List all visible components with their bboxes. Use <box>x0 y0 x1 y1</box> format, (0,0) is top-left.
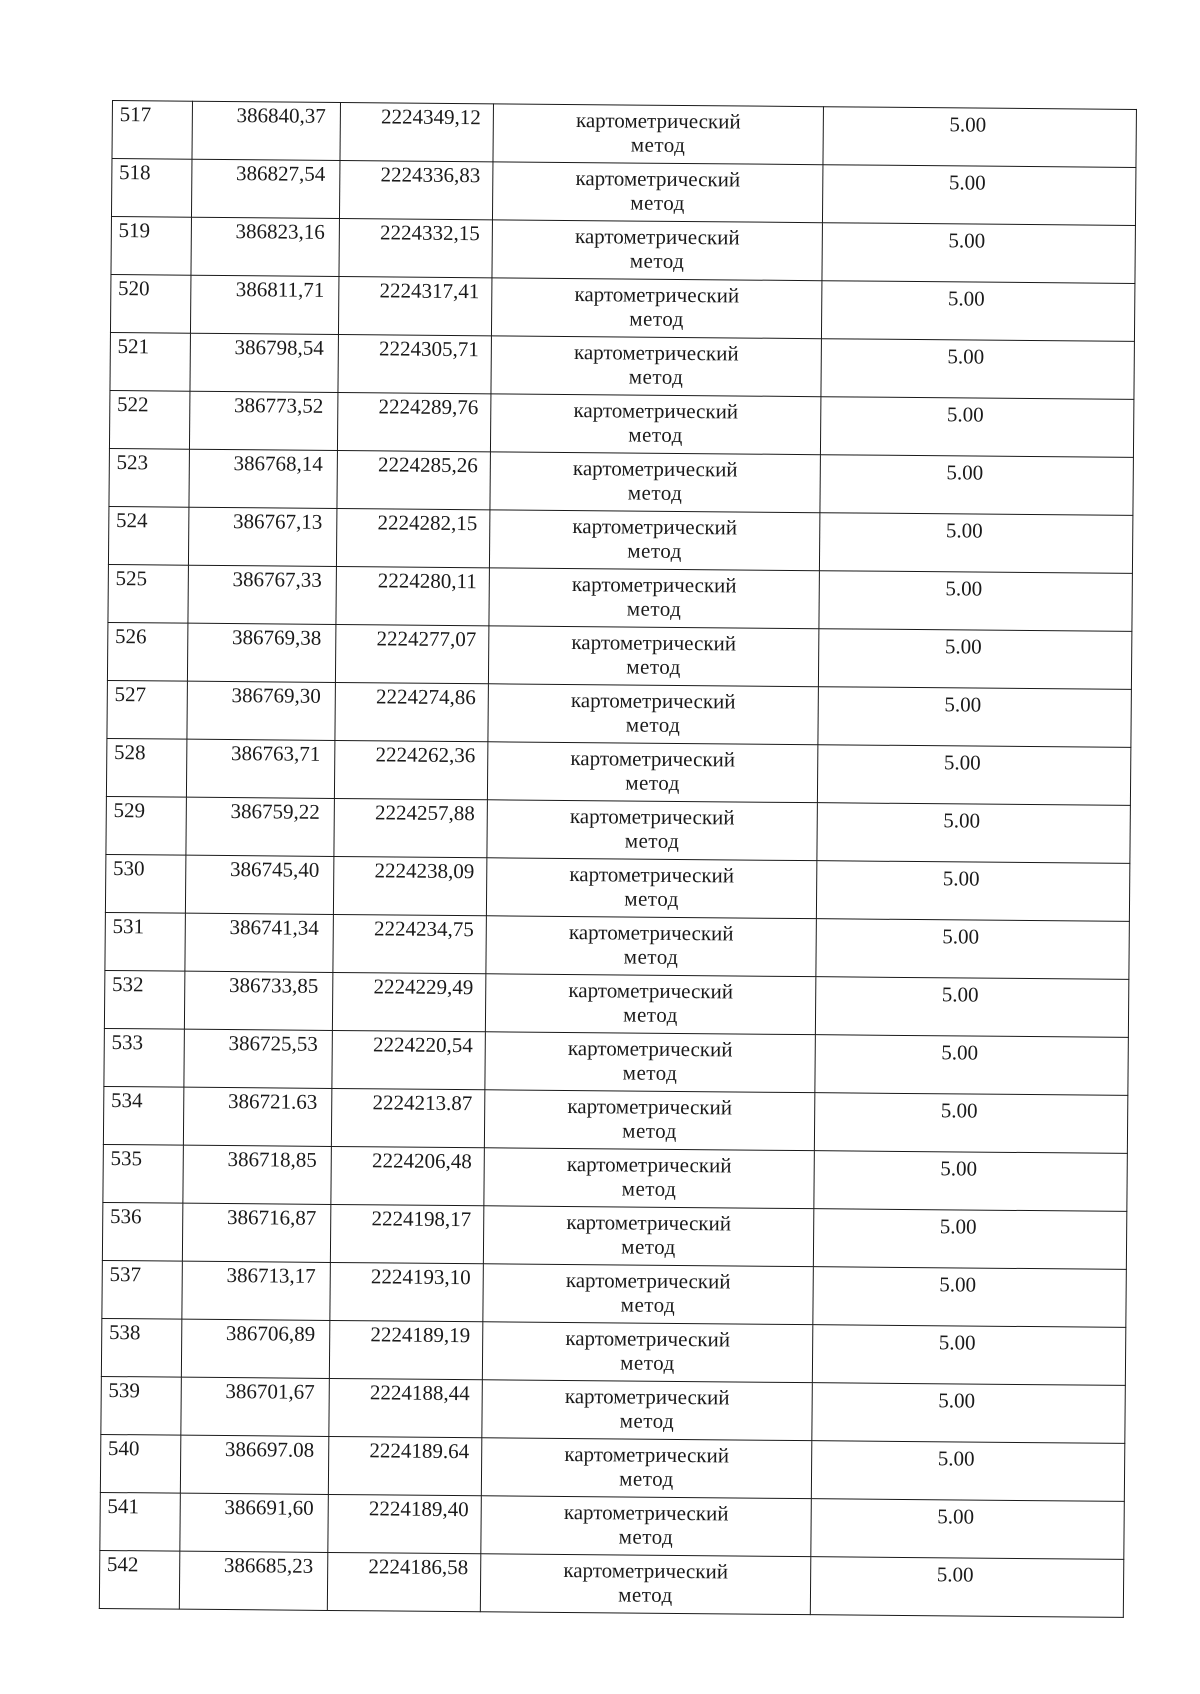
method-line-1: картометрический <box>569 862 735 888</box>
method-line-1: картометрический <box>571 630 737 656</box>
table-row <box>109 390 1133 457</box>
x-coordinate-cell: 386840,37 <box>192 101 341 160</box>
x-coordinate-cell: 386697.08 <box>180 1435 329 1494</box>
accuracy-cell: 5.00 <box>811 1441 1124 1502</box>
method-cell <box>487 800 817 861</box>
table-row <box>106 796 1130 863</box>
method-line-2: метод <box>627 538 682 563</box>
method-cell <box>485 1032 815 1093</box>
method-line-1: картометрический <box>567 1036 733 1062</box>
method-line-1: картометрический <box>575 108 741 134</box>
table-row <box>106 738 1130 805</box>
point-number-cell: 517 <box>112 101 193 160</box>
table-row <box>105 854 1129 921</box>
x-coordinate-cell: 386767,13 <box>188 507 337 566</box>
method-cell <box>481 1438 811 1499</box>
point-number-cell: 535 <box>103 1144 184 1203</box>
table-row <box>101 1318 1125 1385</box>
table-row <box>100 1434 1124 1501</box>
point-number-cell: 520 <box>110 274 191 333</box>
method-line-2: метод <box>624 886 679 911</box>
point-number-cell: 528 <box>106 738 187 797</box>
method-line-2: метод <box>625 712 681 737</box>
method-line-2: метод <box>628 422 683 447</box>
point-number-cell: 542 <box>99 1550 180 1609</box>
x-coordinate-cell: 386769,30 <box>187 681 336 740</box>
method-line-2: метод <box>618 1582 673 1607</box>
point-number-cell: 537 <box>102 1260 183 1319</box>
method-line-2: метод <box>623 944 679 969</box>
method-cell <box>489 510 819 571</box>
x-coordinate-cell: 386763,71 <box>186 739 335 798</box>
x-coordinate-cell: 386718,85 <box>183 1145 332 1204</box>
method-line-2: метод <box>622 1060 678 1085</box>
method-cell <box>489 568 819 629</box>
y-coordinate-cell: 2224336,83 <box>339 160 493 219</box>
method-cell <box>482 1380 812 1441</box>
method-cell <box>487 742 817 803</box>
accuracy-cell: 5.00 <box>814 1151 1127 1212</box>
x-coordinate-cell: 386701,67 <box>181 1377 330 1436</box>
method-cell <box>488 684 818 745</box>
y-coordinate-cell: 2224280,11 <box>336 566 490 625</box>
point-number-cell: 526 <box>107 622 188 681</box>
point-number-cell: 540 <box>100 1434 181 1493</box>
method-line-1: картометрический <box>566 1210 732 1236</box>
method-line-2: метод <box>620 1350 675 1375</box>
point-number-cell: 525 <box>108 564 189 623</box>
method-cell <box>480 1554 810 1615</box>
method-line-1: картометрический <box>572 456 738 482</box>
x-coordinate-cell: 386716,87 <box>182 1203 331 1262</box>
point-number-cell: 521 <box>110 332 191 391</box>
x-coordinate-cell: 386823,16 <box>191 217 340 276</box>
accuracy-cell: 5.00 <box>816 861 1129 922</box>
method-line-2: метод <box>629 306 685 331</box>
method-line-2: метод <box>619 1466 674 1491</box>
method-line-1: картометрический <box>568 920 734 946</box>
table-row <box>107 622 1131 689</box>
x-coordinate-cell: 386691,60 <box>180 1493 329 1552</box>
method-line-2: метод <box>622 1118 677 1143</box>
method-line-2: метод <box>627 480 683 505</box>
y-coordinate-cell: 2224189,40 <box>328 1494 482 1553</box>
point-number-cell: 536 <box>102 1202 183 1261</box>
method-line-1: картометрический <box>563 1557 729 1584</box>
x-coordinate-cell: 386741,34 <box>185 913 334 972</box>
table-row <box>102 1260 1126 1327</box>
point-number-cell: 538 <box>101 1318 182 1377</box>
accuracy-cell: 5.00 <box>816 919 1129 980</box>
y-coordinate-cell: 2224198,17 <box>330 1204 484 1263</box>
table-row <box>112 101 1136 168</box>
point-number-cell: 518 <box>111 159 192 218</box>
method-line-1: картометрический <box>572 514 738 540</box>
method-cell <box>483 1264 813 1325</box>
x-coordinate-cell: 386827,54 <box>191 159 340 218</box>
accuracy-cell: 5.00 <box>819 571 1132 632</box>
method-line-2: метод <box>619 1408 675 1433</box>
method-line-2: метод <box>630 190 686 216</box>
method-cell <box>481 1496 811 1557</box>
method-cell <box>486 858 816 919</box>
point-number-cell: 527 <box>107 680 188 739</box>
table-row <box>99 1550 1123 1617</box>
x-coordinate-cell: 386713,17 <box>182 1261 331 1320</box>
method-line-1: картометрический <box>571 572 737 598</box>
accuracy-cell: 5.00 <box>819 513 1132 574</box>
x-coordinate-cell: 386798,54 <box>190 333 339 392</box>
accuracy-cell: 5.00 <box>815 1035 1128 1096</box>
y-coordinate-cell: 2224193,10 <box>330 1262 484 1321</box>
coordinates-table <box>99 100 1137 1618</box>
method-line-1: картометрический <box>568 978 734 1004</box>
method-line-1: картометрический <box>564 1384 730 1410</box>
point-number-cell: 532 <box>104 970 185 1029</box>
y-coordinate-cell: 2224285,26 <box>337 450 491 509</box>
accuracy-cell: 5.00 <box>822 223 1135 284</box>
method-line-1: картометрический <box>570 688 736 714</box>
method-line-2: метод <box>623 1002 678 1027</box>
y-coordinate-cell: 2224282,15 <box>336 508 490 567</box>
table-row <box>111 216 1135 283</box>
accuracy-cell: 5.00 <box>821 339 1134 400</box>
method-cell <box>484 1090 814 1151</box>
accuracy-cell: 5.00 <box>817 745 1130 806</box>
y-coordinate-cell: 2224206,48 <box>331 1146 485 1205</box>
accuracy-cell: 5.00 <box>823 107 1136 168</box>
table-row <box>101 1376 1125 1443</box>
method-cell <box>490 394 820 455</box>
method-line-1: картометрический <box>573 398 739 424</box>
method-line-2: метод <box>628 364 684 389</box>
y-coordinate-cell: 2224317,41 <box>338 276 492 335</box>
y-coordinate-cell: 2224289,76 <box>337 392 491 451</box>
method-cell <box>490 452 820 513</box>
x-coordinate-cell: 386773,52 <box>189 391 338 450</box>
point-number-cell: 524 <box>108 506 189 565</box>
y-coordinate-cell: 2224234,75 <box>333 914 487 973</box>
method-line-2: метод <box>621 1176 677 1201</box>
x-coordinate-cell: 386721.63 <box>183 1087 332 1146</box>
method-cell <box>486 916 816 977</box>
table-row <box>105 912 1129 979</box>
table-row <box>108 506 1132 573</box>
y-coordinate-cell: 2224220,54 <box>332 1030 486 1089</box>
accuracy-cell: 5.00 <box>817 803 1130 864</box>
table-row <box>107 680 1131 747</box>
y-coordinate-cell: 2224305,71 <box>338 334 492 393</box>
point-number-cell: 530 <box>105 854 186 913</box>
method-line-1: картометрический <box>575 166 741 192</box>
table-row <box>111 159 1135 226</box>
x-coordinate-cell: 386768,14 <box>189 449 338 508</box>
method-line-2: метод <box>630 132 686 158</box>
method-line-2: метод <box>618 1524 674 1549</box>
method-cell <box>483 1206 813 1267</box>
method-line-1: картометрический <box>565 1268 731 1294</box>
method-cell <box>493 104 823 165</box>
point-number-cell: 531 <box>105 912 186 971</box>
method-line-1: картометрический <box>563 1499 729 1526</box>
accuracy-cell: 5.00 <box>821 281 1134 342</box>
method-line-1: картометрический <box>570 746 736 772</box>
accuracy-cell: 5.00 <box>818 629 1131 690</box>
point-number-cell: 522 <box>109 390 190 449</box>
accuracy-cell: 5.00 <box>820 397 1133 458</box>
method-cell <box>491 336 821 397</box>
point-number-cell: 541 <box>100 1492 181 1551</box>
coordinates-table-body <box>99 101 1136 1618</box>
method-cell <box>485 974 815 1035</box>
accuracy-cell: 5.00 <box>820 455 1133 516</box>
table-row <box>103 1144 1127 1211</box>
method-line-1: картометрический <box>573 340 739 366</box>
method-line-1: картометрический <box>565 1326 731 1352</box>
x-coordinate-cell: 386725,53 <box>184 1029 333 1088</box>
x-coordinate-cell: 386745,40 <box>185 855 334 914</box>
accuracy-cell: 5.00 <box>811 1499 1124 1560</box>
x-coordinate-cell: 386685,23 <box>179 1551 328 1610</box>
accuracy-cell: 5.00 <box>813 1267 1126 1328</box>
y-coordinate-cell: 2224213.87 <box>331 1088 485 1147</box>
method-line-1: картометрический <box>574 224 740 250</box>
accuracy-cell: 5.00 <box>812 1325 1125 1386</box>
method-line-1: картометрический <box>569 804 735 830</box>
table-row <box>110 274 1134 341</box>
accuracy-cell: 5.00 <box>812 1383 1125 1444</box>
x-coordinate-cell: 386706,89 <box>181 1319 330 1378</box>
y-coordinate-cell: 2224189,19 <box>329 1320 483 1379</box>
y-coordinate-cell: 2224229,49 <box>332 972 486 1031</box>
method-line-1: картометрический <box>574 282 740 308</box>
accuracy-cell: 5.00 <box>815 977 1128 1038</box>
y-coordinate-cell: 2224186,58 <box>327 1552 481 1611</box>
x-coordinate-cell: 386759,22 <box>186 797 335 856</box>
y-coordinate-cell: 2224349,12 <box>340 102 494 161</box>
point-number-cell: 539 <box>101 1376 182 1435</box>
x-coordinate-cell: 386769,38 <box>187 623 336 682</box>
table-row <box>102 1202 1126 1269</box>
point-number-cell: 519 <box>111 216 192 275</box>
y-coordinate-cell: 2224332,15 <box>339 218 493 277</box>
x-coordinate-cell: 386767,33 <box>188 565 337 624</box>
method-line-2: метод <box>624 828 680 853</box>
method-line-2: метод <box>626 596 682 621</box>
x-coordinate-cell: 386733,85 <box>184 971 333 1030</box>
method-line-2: метод <box>629 248 685 274</box>
method-line-2: метод <box>621 1234 676 1259</box>
table-row <box>103 1086 1127 1153</box>
y-coordinate-cell: 2224189.64 <box>328 1436 482 1495</box>
method-line-1: картометрический <box>567 1094 733 1120</box>
table-row <box>110 332 1134 399</box>
accuracy-cell: 5.00 <box>810 1557 1123 1618</box>
point-number-cell: 533 <box>104 1028 185 1087</box>
table-row <box>104 970 1128 1037</box>
method-line-2: метод <box>626 654 681 679</box>
table-row <box>100 1492 1124 1559</box>
method-line-1: картометрический <box>566 1152 732 1178</box>
table-row <box>104 1028 1128 1095</box>
y-coordinate-cell: 2224257,88 <box>334 798 488 857</box>
method-line-1: картометрический <box>564 1441 730 1468</box>
accuracy-cell: 5.00 <box>818 687 1131 748</box>
method-cell <box>482 1322 812 1383</box>
x-coordinate-cell: 386811,71 <box>190 275 339 334</box>
y-coordinate-cell: 2224277,07 <box>335 624 489 683</box>
accuracy-cell: 5.00 <box>822 165 1135 226</box>
y-coordinate-cell: 2224274,86 <box>335 682 489 741</box>
table-row <box>109 448 1133 515</box>
method-cell <box>491 278 821 339</box>
point-number-cell: 534 <box>103 1086 184 1145</box>
accuracy-cell: 5.00 <box>814 1093 1127 1154</box>
method-cell <box>484 1148 814 1209</box>
method-line-2: метод <box>625 770 680 795</box>
point-number-cell: 523 <box>109 448 190 507</box>
point-number-cell: 529 <box>106 796 187 855</box>
method-cell <box>492 220 822 281</box>
method-line-2: метод <box>620 1292 676 1317</box>
y-coordinate-cell: 2224188,44 <box>329 1378 483 1437</box>
method-cell <box>488 626 818 687</box>
method-cell <box>492 162 822 223</box>
table-row <box>108 564 1132 631</box>
accuracy-cell: 5.00 <box>813 1209 1126 1270</box>
y-coordinate-cell: 2224238,09 <box>333 856 487 915</box>
y-coordinate-cell: 2224262,36 <box>334 740 488 799</box>
